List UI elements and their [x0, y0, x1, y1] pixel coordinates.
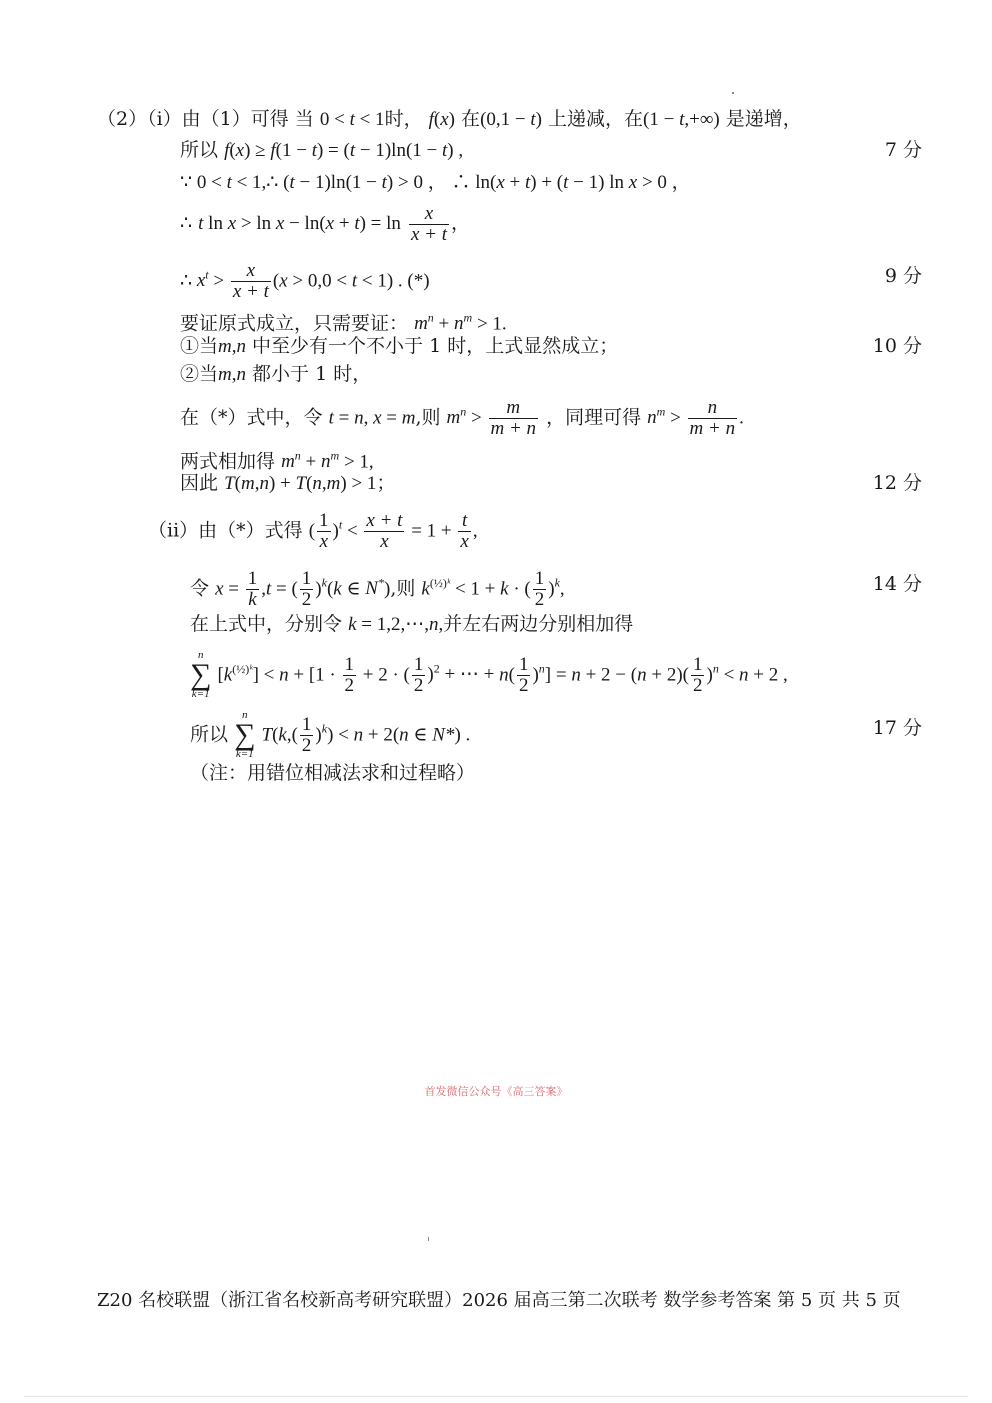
score-14: 14 分 — [872, 573, 922, 595]
text: 两式相加得 — [180, 450, 276, 473]
text: 令 — [190, 577, 210, 600]
watermark: 首发微信公众号《高三答案》 — [424, 1085, 568, 1098]
text: ①当 — [180, 335, 219, 357]
fraction: $\frac{n}{m + n}$ — [689, 396, 736, 439]
score-10: 10 分 — [872, 335, 922, 357]
text: （ii）由（*）式得 — [148, 519, 303, 542]
line-goal: 要证原式成立，只需要证： $m^n + n^m > 1$. — [180, 311, 507, 335]
fraction: $\frac{1}{2}$ — [518, 653, 529, 696]
text: ,则 — [415, 406, 441, 429]
text: ，同理可得 — [546, 406, 642, 429]
text: 并左右两边分别相加得 — [443, 613, 634, 635]
line-star: ∴ $x^t$ > $\frac{x}{x + t}$ (x > 0,0 < t < 1) . (*) — [180, 259, 430, 302]
text: 所以 — [190, 723, 229, 746]
sigma-symbol: n ∑ k=1 — [234, 709, 256, 761]
page-footer: Z20 名校联盟（浙江省名校新高考研究联盟）2026 届高三第二次联考 数学参考答案 第 5 页 共 5 页 — [97, 1290, 901, 1311]
text: ②当 — [180, 363, 219, 385]
fraction: $\frac{x}{x + t}$ — [410, 202, 448, 245]
fraction: $\frac{1}{x}$ — [319, 509, 329, 552]
text: 在 — [461, 108, 481, 130]
text: 是递增， — [725, 108, 802, 130]
fraction: $\frac{t}{x}$ — [460, 509, 469, 552]
line-inequality-1: 所以 f(x) ≥ f(1 − t) = (t − 1)ln(1 − t) , — [180, 139, 464, 161]
fraction: $\frac{m}{m + n}$ — [490, 396, 537, 439]
fraction: $\frac{1}{2}$ — [301, 567, 312, 610]
line-let-x: 令 x = $\frac{1}{k}$ ,t = ( $\frac{1}{2}$ )$^k$(k ∈ N*),则 $k^{(\frac{1}{2})ᵏ} < 1 + k$ · ( $\frac{1}{2}$ )$^k$, — [190, 567, 565, 610]
bottom-rule — [24, 1396, 968, 1397]
line-final: 所以 n ∑ k=1 T(k,( $\frac{1}{2}$ )$^k$) < n + 2(n ∈ N*) . — [190, 709, 471, 761]
line-inequality-2: ∵ 0 < t < 1,∴ (t − 1)ln(1 − t) > 0 ， ∴ ln(x + t) + (t − 1) ln x > 0 ， — [180, 172, 691, 193]
text: 在（*）式中，令 — [180, 406, 323, 429]
text: 中至少有一个不小于 1 时，上式显然成立； — [252, 335, 619, 357]
fraction: $\frac{1}{2}$ — [534, 567, 545, 610]
fraction: $\frac{1}{2}$ — [344, 653, 354, 696]
text: 因此 — [180, 472, 219, 494]
text: 在上式中，分别令 — [190, 613, 343, 635]
text: 时， — [384, 108, 423, 130]
line-summation: n ∑ k=1 $[k^{(\frac{1}{2})ᵏ}] < n + [1$ · $\frac{1}{2}$ + 2 · ( $\frac{1}{2}$ )$^2$ + ⋯ + n( $\frac{1}{2}$ )$^n$] = n + 2 − (n + 2)( $\frac{1}{2}$ )$^n$ < n + 2 , — [190, 649, 788, 701]
text: 所以 — [180, 139, 219, 161]
score-12: 12 分 — [872, 472, 922, 494]
line-sum-k: 在上式中，分别令 k = 1,2,⋯,n,并左右两边分别相加得 — [190, 613, 634, 635]
text: ,则 — [390, 577, 416, 600]
line-case-2: ②当m,n 都小于 1 时， — [180, 363, 372, 385]
score-7: 7 分 — [884, 139, 922, 161]
line-part2-ii: （ii）由（*）式得 ( $\frac{1}{x}$ )$^t$ < $\frac{x + t}{x}$ = 1 + $\frac{t}{x}$ , — [148, 509, 478, 552]
fraction: $\frac{1}{k}$ — [247, 567, 258, 610]
note: （注：用错位相减法求和过程略） — [190, 762, 476, 784]
fraction: $\frac{x + t}{x}$ — [366, 509, 403, 552]
line-sum: 两式相加得 $m^n + n^m > 1$, — [180, 449, 374, 473]
line-substitute: 在（*）式中，令 t = n, x = m,则 $m^n$ > $\frac{m}{m + n}$ ，同理可得 $n^m$ > $\frac{n}{m + n}$ . — [180, 396, 744, 439]
text: 都小于 1 时， — [252, 363, 372, 385]
line-part2-i: （2）（i）由（1）可得 当 0 < t < 1时， f(x) 在(0,1 − t) 上递减，在(1 − t,+∞) 是递增， — [97, 108, 802, 130]
fraction: $\frac{1}{2}$ — [301, 713, 312, 756]
fraction: $\frac{x}{x + t}$ — [232, 259, 269, 302]
fraction: $\frac{1}{2}$ — [692, 653, 703, 696]
line-case-1: ①当m,n 中至少有一个不小于 1 时，上式显然成立； — [180, 335, 619, 357]
part2-label: （2）（i）由（1）可得 当 — [97, 108, 314, 130]
sigma-symbol: n ∑ k=1 — [190, 649, 212, 701]
fraction: $\frac{1}{2}$ — [413, 653, 424, 696]
text: 上递减，在 — [548, 108, 644, 130]
line-conclusion: 因此 T(m,n) + T(n,m) > 1； — [180, 472, 396, 494]
score-9: 9 分 — [884, 265, 922, 287]
score-17: 17 分 — [872, 717, 922, 739]
line-inequality-3: ∴ t ln x > ln x − ln(x + t) = ln $\frac{x}{x + t}$ ， — [180, 202, 471, 245]
text: ∴ — [180, 212, 193, 234]
text: 要证原式成立，只需要证： — [180, 312, 409, 335]
